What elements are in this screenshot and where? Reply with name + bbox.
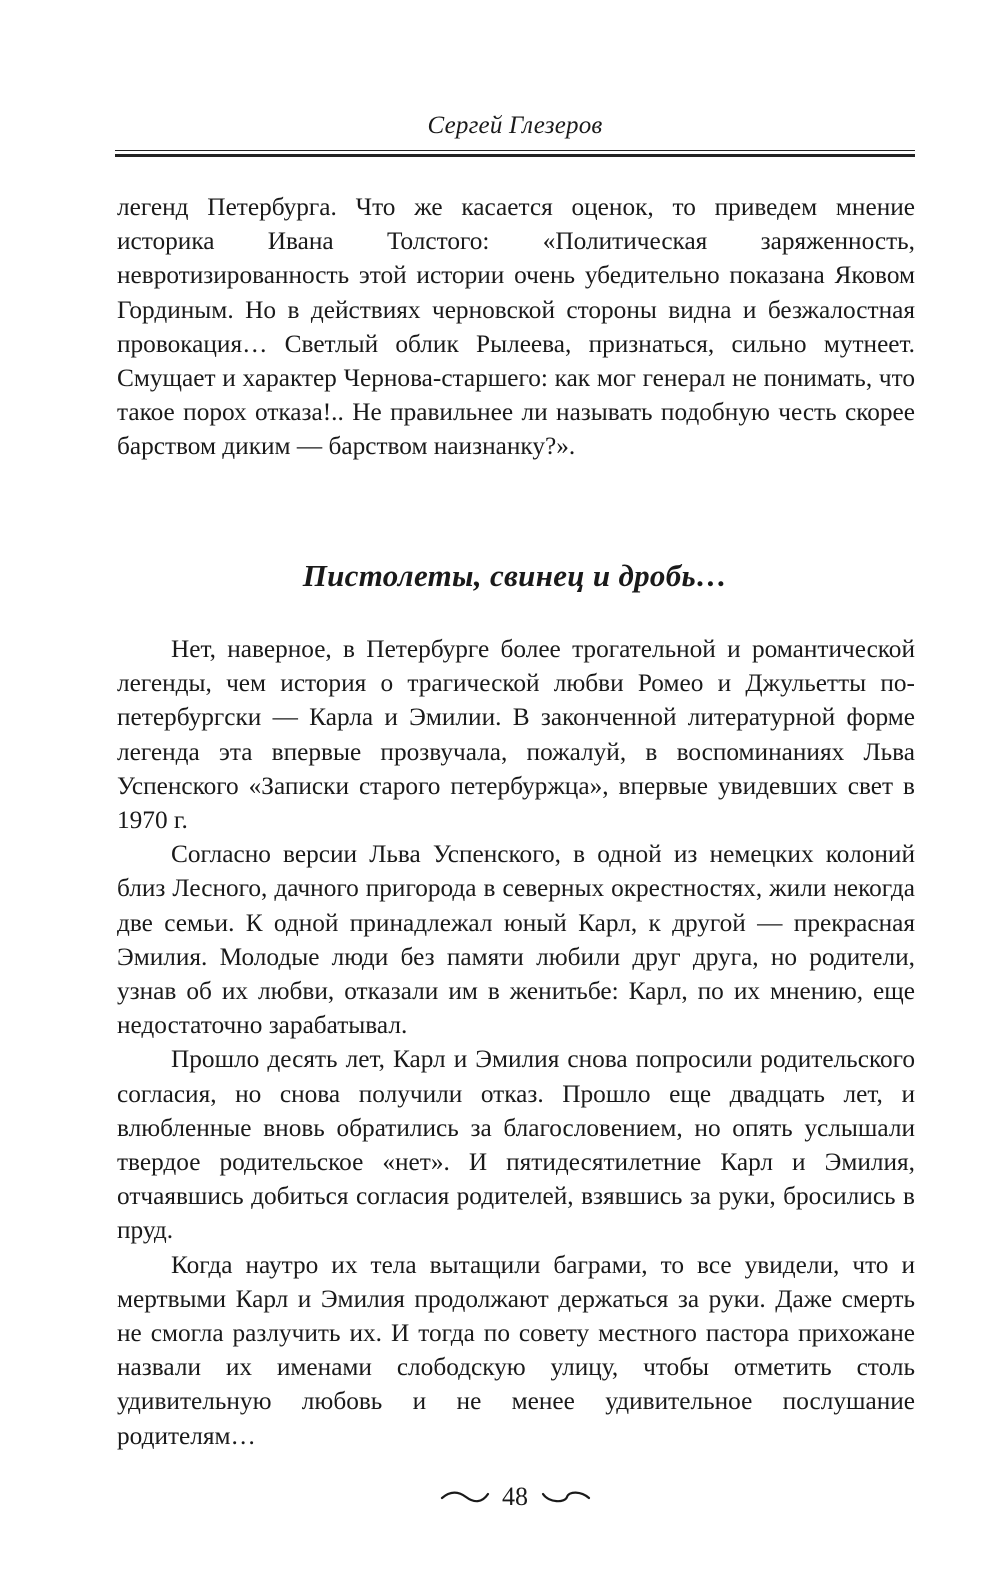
- continuation-paragraph: легенд Петербурга. Что же касается оценок, то приведем мнение историка Ивана Толстого: «Политическая заряженность, невротизированность этой истории очень убедительно показана Яковом Гординым. Но в действиях черновской стороны видна и безжалостная провокация… Светлый облик Рылеева, признаться, сильно мутнеет. Смущает и характер Чернова-старшего: как мог генерал не понимать, что такое порох отказа!.. Не правильнее ли называть подобную честь скорее барством диким — барством наизнанку?».: [117, 193, 915, 461]
- continuation-text: [117, 190, 915, 464]
- body-paragraph: Нет, наверное, в Петербурге более трогательной и романтической легенды, чем история о трагической любви Ромео и Джульетты по-петербургски — Карла и Эмилии. В законченной литературной форме легенда эта впервые прозвучала, пожалуй, в воспоминаниях Льва Успенского «Записки старого петербуржца», впервые увидевших свет в 1970 г.: [117, 635, 915, 835]
- page-folio: [115, 1480, 915, 1512]
- section-heading: Пистолеты, свинец и дробь…: [302, 558, 728, 593]
- running-head: Сергей Глезеров: [427, 112, 603, 139]
- page-number: 48: [502, 1482, 528, 1512]
- section-body: [117, 632, 915, 1453]
- left-swash-ornament: [440, 1489, 490, 1505]
- body-paragraph: Прошло десять лет, Карл и Эмилия снова попросили родительского согласия, но снова получили отказ. Прошло еще двадцать лет, и влюбленные вновь обратились за благословением, но опять услышали твердое родительское «нет». И пятидесятилетние Карл и Эмилия, отчаявшись добиться согласия родителей, взявшись за руки, бросились в пруд.: [117, 1045, 915, 1245]
- header-rule-thin: [115, 150, 915, 151]
- header-rule-thick: [115, 154, 915, 157]
- body-paragraph: Когда наутро их тела вытащили баграми, то все увидели, что и мертвыми Карл и Эмилия продолжают держаться за руки. Даже смерть не смогла разлучить их. И тогда по совету местного пастора прихожане назвали их именами слободскую улицу, чтобы отметить столь удивительную любовь и не менее удивительное послушание родителям…: [117, 1250, 915, 1450]
- body-paragraph: Согласно версии Льва Успенского, в одной из немецких колоний близ Лесного, дачного пригорода в северных окрестностях, жили некогда две семьи. К одной принадлежал юный Карл, к другой — прекрасная Эмилия. Молодые люди без памяти любили друг друга, но родители, узнав об их любви, отказали им в женитьбе: Карл, по их мнению, еще недостаточно зарабатывал.: [117, 840, 915, 1040]
- header-rule: [115, 150, 915, 157]
- right-swash-ornament: [541, 1489, 591, 1505]
